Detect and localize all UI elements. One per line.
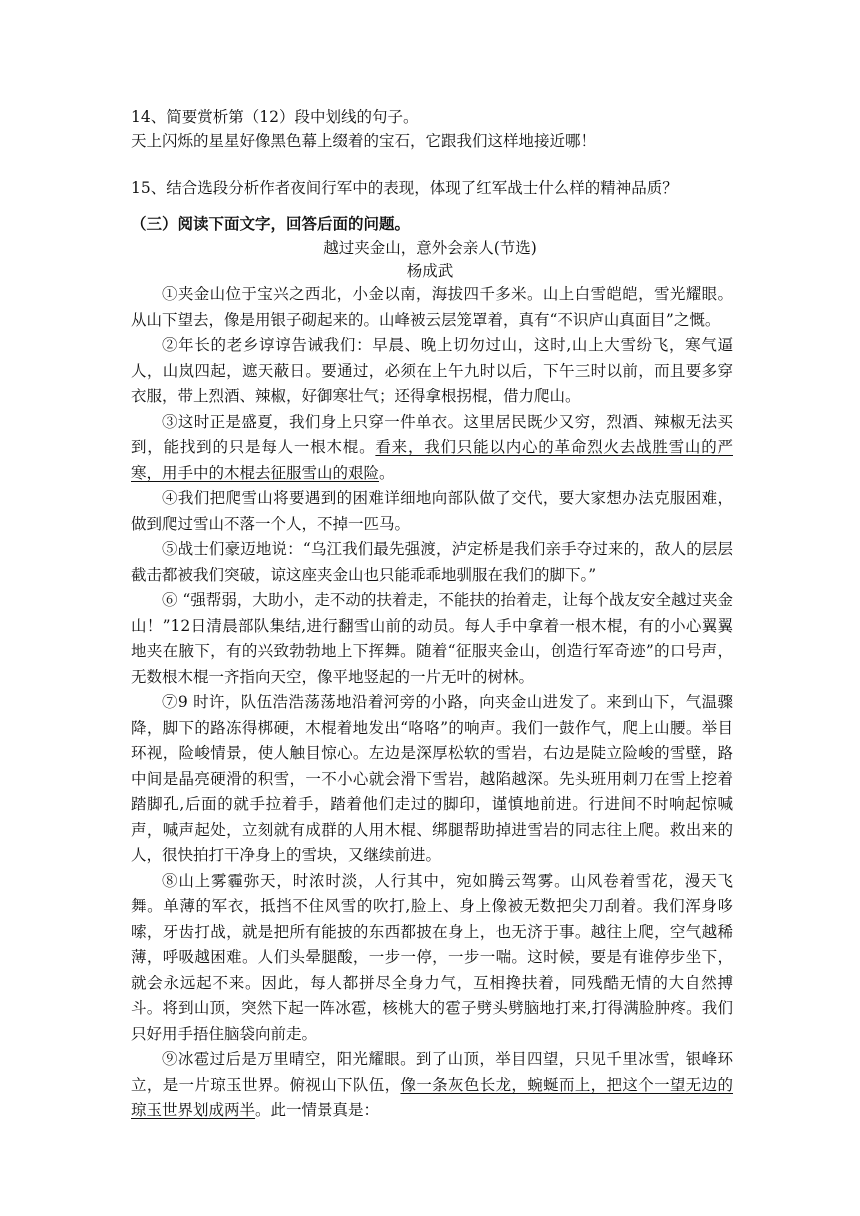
paragraph-1: ①夹金山位于宝兴之西北，小金以南，海拔四千多米。山上白雪皑皑，雪光耀眼。从山下望去，像是用银子砌起来的。山峰被云层笼罩着，真有“不识庐山真面目”之慨。 [131, 285, 733, 329]
paragraph-4: ④我们把爬雪山将要遇到的困难详细地向部队做了交代，要大家想办法克服困难，做到爬过雪山不落一个人，不掉一匹马。 [131, 489, 733, 533]
question-14-sentence: 天上闪烁的星星好像黑色幕上缀着的宝石，它跟我们这样地接近哪！ [131, 132, 597, 150]
article-title: 越过夹金山，意外会亲人(节选) [323, 239, 537, 257]
article-body [131, 282, 733, 1124]
question-14: 14、简要赏析第（12）段中划线的句子。 [131, 108, 419, 126]
paragraph-8: ⑧山上雾霾弥天，时浓时淡，人行其中，宛如腾云驾雾。山风卷着雪花，漫天飞舞。单薄的军衣，抵挡不住风雪的吹打,脸上、身上像被无数把尖刀刮着。我们浑身哆嗦，牙齿打战，就是把所有能披的东西都披在身上，也无济于事。越往上爬，空气越稀薄，呼吸越困难。人们头晕腿酸，一步一停，一步一喘。这时候，要是有谁停步坐下，就会永远起不来。因此，每人都拼尽全身力气，互相搀扶着，同残酷无情的大自然搏斗。将到山顶，突然下起一阵冰雹，核桃大的雹子劈头劈脑地打来,打得满脸肿疼。我们只好用手捂住脑袋向前走。 [131, 871, 733, 1043]
underlined-sentence: 看来，我们只能以内心的革命烈火去战胜雪山的严寒，用手中的木棍去征服雪山的艰险 [131, 438, 733, 482]
question-15: 15、结合选段分析作者夜间行军中的表现，体现了红军战士什么样的精神品质？ [131, 179, 678, 197]
section-heading: （三）阅读下面文字，回答后面的问题。 [131, 215, 411, 233]
paragraph-2: ②年长的老乡谆谆告诫我们：早晨、晚上切勿过山，这时,山上大雪纷飞，寒气逼人，山岚四起，遮天蔽日。要通过，必须在上午九时以后，下午三时以前，而且要多穿衣服，带上烈酒、辣椒，好御寒壮气；还得拿根拐棍，借力爬山。 [131, 336, 733, 405]
underlined-sentence: 像一条灰色长龙，蜿蜒而上，把这个一望无边的琼玉世界划成两半 [131, 1075, 733, 1119]
paragraph-3: ③这时正是盛夏，我们身上只穿一件单衣。这里居民既少又穷，烈酒、辣椒无法买到，能找到的只是每人一根木棍。看来，我们只能以内心的革命烈火去战胜雪山的严寒，用手中的木棍去征服雪山的艰险。 [131, 412, 733, 482]
paragraph-7: ⑦9 时许，队伍浩浩荡荡地沿着河旁的小路，向夹金山进发了。来到山下，气温骤降，脚下的路冻得梆硬，木棍着地发出“咯咯”的响声。我们一鼓作气，爬上山腰。举目环视，险峻情景，使人触目惊心。左边是深厚松软的雪岩，右边是陡立险峻的雪壁，路中间是晶亮硬滑的积雪，一不小心就会滑下雪岩，越陷越深。先头班用刺刀在雪上挖着踏脚孔,后面的就手拉着手，踏着他们走过的脚印，谨慎地前进。行进间不时响起惊喊声，喊声起处，立刻就有成群的人用木棍、绑腿帮助掉进雪岩的同志往上爬。救出来的人，很快拍打干净身上的雪块，又继续前进。 [131, 693, 733, 864]
paragraph-6: ⑥ “强帮弱，大助小，走不动的扶着走，不能扶的抬着走，让每个战友安全越过夹金山！”12日清晨部队集结,进行翻雪山前的动员。每人手中拿着一根木棍，有的小心翼翼地夹在腋下，有的兴致勃勃地上下挥舞。随着“征服夹金山，创造行军奇迹”的口号声，无数根木棍一齐指向天空，像平地竖起的一片无叶的树林。 [131, 591, 733, 686]
paragraph-5: ⑤战士们豪迈地说：“乌江我们最先强渡，泸定桥是我们亲手夺过来的，敌人的层层截击都被我们突破，谅这座夹金山也只能乖乖地驯服在我们的脚下。” [131, 540, 733, 584]
article-author: 杨成武 [406, 262, 454, 280]
paragraph-9: ⑨冰雹过后是万里晴空，阳光耀眼。到了山顶，举目四望，只见千里冰雪，银峰环立，是一片琼玉世界。俯视山下队伍，像一条灰色长龙，蜿蜒而上，把这个一望无边的琼玉世界划成两半。此一情景真是： [131, 1050, 733, 1119]
